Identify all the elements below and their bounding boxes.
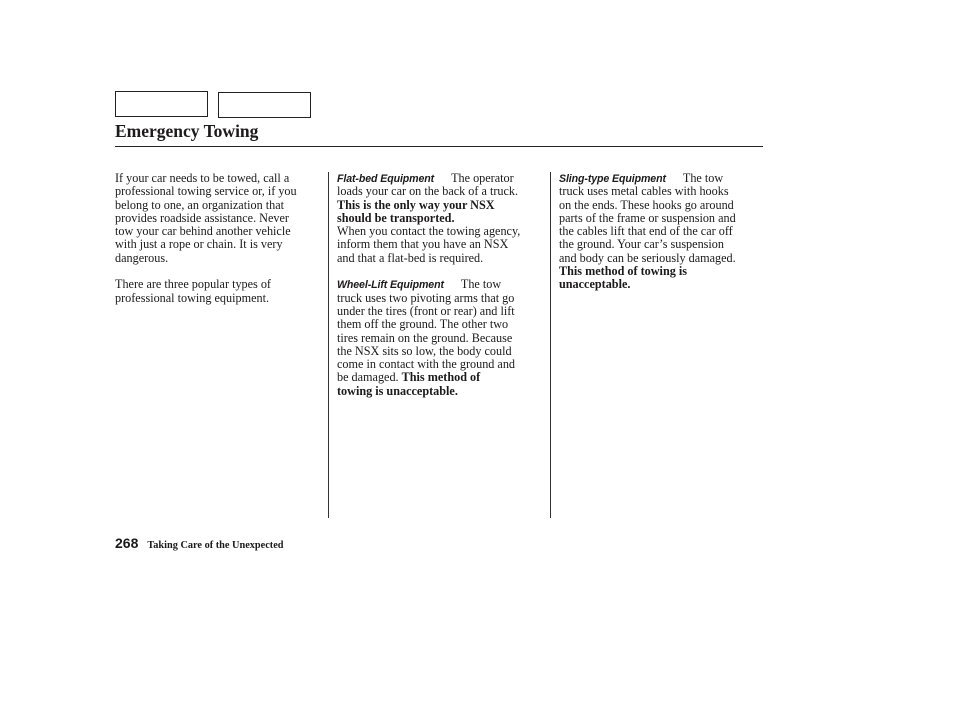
text-span: The operator — [451, 171, 514, 185]
intro-paragraph — [115, 278, 320, 305]
text-line: When you contact the towing agency, — [337, 224, 521, 239]
header-tab-box — [115, 91, 208, 117]
text-line: truck uses metal cables with hooks — [559, 184, 729, 199]
text-line — [559, 172, 767, 185]
sling-warning-line: unacceptable. — [559, 277, 631, 292]
text-span: be damaged. — [337, 370, 399, 385]
page-title: Emergency Towing — [115, 121, 259, 141]
towing-types-column — [337, 172, 545, 398]
text-line: tires remain on the ground. Because — [337, 330, 513, 345]
text-line: parts of the frame or suspension and — [559, 210, 736, 225]
header-tab-box — [218, 92, 311, 118]
flatbed-section — [337, 172, 545, 265]
text-line: belong to one, an organization that — [115, 197, 285, 212]
page-number: 268 — [115, 535, 139, 551]
chapter-name: Taking Care of the Unexpected — [147, 540, 284, 551]
sling-warning-line: This method of towing is — [559, 264, 687, 279]
text-line: loads your car on the back of a truck. — [337, 184, 519, 199]
text-line — [337, 371, 545, 384]
text-line: under the tires (front or rear) and lift — [337, 303, 515, 318]
wheel-lift-warning: This method of — [401, 370, 481, 385]
text-line: tow your car behind another vehicle — [115, 224, 291, 239]
column-divider — [550, 172, 551, 518]
text-line — [337, 172, 545, 185]
flatbed-heading: Flat-bed Equipment — [337, 173, 435, 185]
wheel-lift-warning-line: towing is unacceptable. — [337, 383, 458, 398]
text-span: The tow — [460, 277, 502, 292]
sling-column — [559, 172, 767, 292]
wheel-lift-section — [337, 278, 545, 398]
intro-column — [115, 172, 320, 305]
text-line: come in contact with the ground and — [337, 357, 516, 372]
text-line: them off the ground. The other two — [337, 317, 509, 332]
flatbed-warning-line: should be transported. — [337, 210, 455, 225]
intro-paragraph — [115, 172, 320, 265]
text-line: dangerous. — [115, 250, 169, 265]
text-line: professional towing equipment. — [115, 290, 270, 305]
text-line: and that a flat-bed is required. — [337, 250, 484, 265]
text-line: There are three popular types of — [115, 277, 271, 292]
sling-section — [559, 172, 767, 292]
text-line: the cables lift that end of the car off — [559, 224, 733, 239]
flatbed-warning-line: This is the only way your NSX — [337, 197, 495, 212]
page-footer — [115, 535, 284, 551]
column-divider — [328, 172, 329, 518]
text-line: the ground. Your car’s suspension — [559, 237, 724, 252]
title-rule — [115, 146, 763, 147]
text-line: inform them that you have an NSX — [337, 237, 509, 252]
text-span: The tow — [682, 171, 724, 185]
text-line: If your car needs to be towed, call a — [115, 171, 290, 185]
text-line — [337, 278, 545, 291]
sling-heading: Sling-type Equipment — [559, 173, 666, 185]
text-line: truck uses two pivoting arms that go — [337, 290, 515, 305]
text-line: provides roadside assistance. Never — [115, 210, 289, 225]
text-line: professional towing service or, if you — [115, 184, 297, 199]
text-line: on the ends. These hooks go around — [559, 197, 734, 212]
text-line: the NSX sits so low, the body could — [337, 343, 512, 358]
wheel-lift-heading: Wheel-Lift Equipment — [337, 279, 444, 292]
text-line: with just a rope or chain. It is very — [115, 237, 283, 252]
text-line: and body can be seriously damaged. — [559, 250, 736, 265]
